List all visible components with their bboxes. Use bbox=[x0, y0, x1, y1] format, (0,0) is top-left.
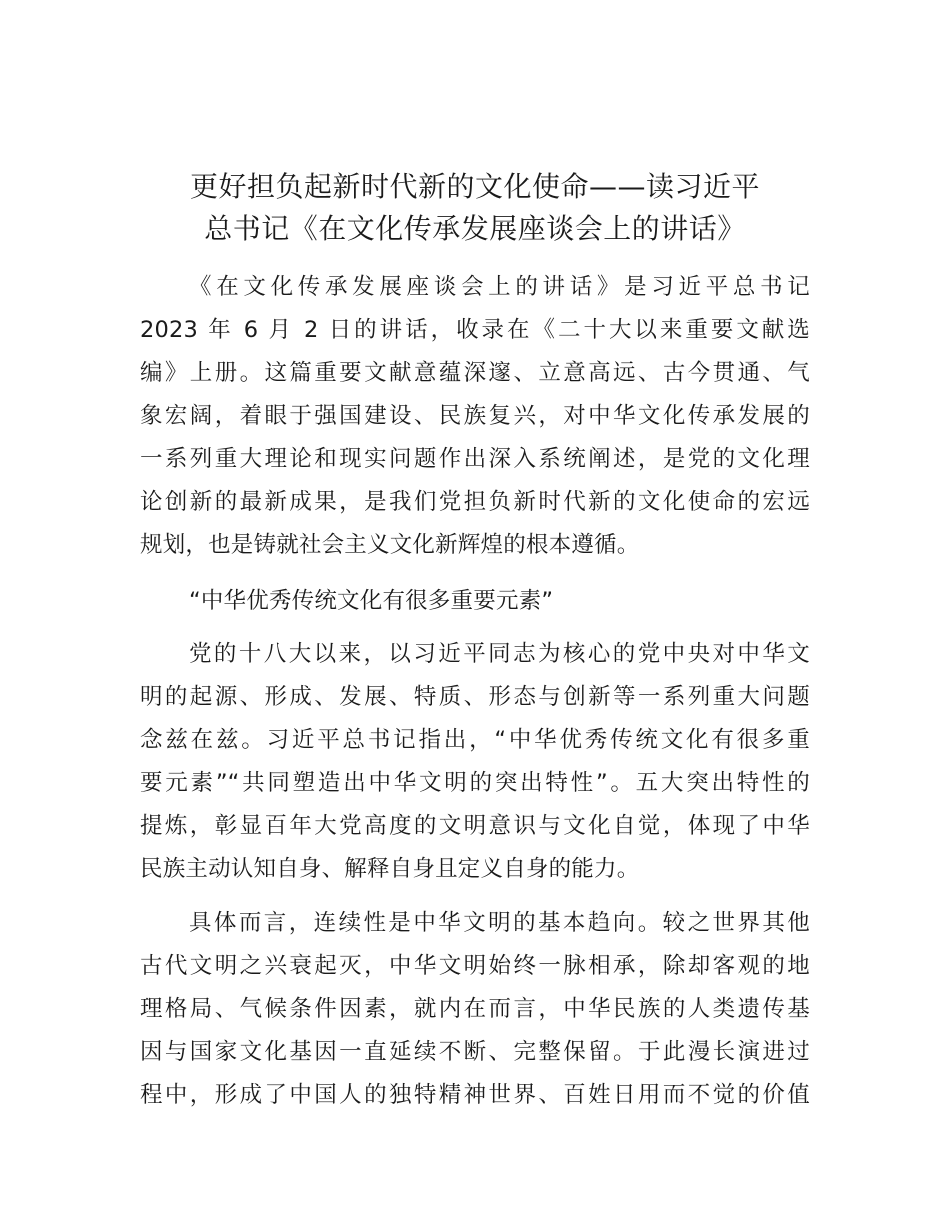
section-subheading: “中华优秀传统文化有很多重要元素” bbox=[189, 588, 554, 614]
paragraph-3-line: 提炼，彰显百年大党高度的文明意识与文化自觉，体现了中华 bbox=[140, 813, 810, 839]
paragraph-3-line: 民族主动认知自身、解释自身且定义自身的能力。 bbox=[140, 856, 640, 882]
paragraph-3-line: 明的起源、形成、发展、特质、形态与创新等一系列重大问题 bbox=[140, 684, 810, 710]
paragraph-1-line: 论创新的最新成果，是我们党担负新时代新的文化使命的宏远 bbox=[140, 489, 810, 515]
title-line: 更好担负起新时代新的文化使命——读习近平 bbox=[189, 170, 760, 203]
paragraph-4-line: 古代文明之兴衰起灭，中华文明始终一脉相承，除却客观的地 bbox=[140, 953, 810, 979]
paragraph-1-line: 一系列重大理论和现实问题作出深入系统阐述，是党的文化理 bbox=[140, 446, 810, 472]
title-line: 总书记《在文化传承发展座谈会上的讲话》 bbox=[204, 212, 746, 245]
paragraph-1-line: 象宏阔，着眼于强国建设、民族复兴，对中华文化传承发展的 bbox=[140, 403, 810, 429]
paragraph-1-line: 规划，也是铸就社会主义文化新辉煌的根本遵循。 bbox=[140, 532, 640, 558]
paragraph-4-line: 因与国家文化基因一直延续不断、完整保留。于此漫长演进过 bbox=[140, 1039, 810, 1065]
paragraph-3-line: 念兹在兹。习近平总书记指出，“中华优秀传统文化有很多重 bbox=[140, 727, 810, 753]
paragraph-3-line: 要元素”“共同塑造出中华文明的突出特性”。五大突出特性的 bbox=[140, 770, 810, 796]
paragraph-1-line: 编》上册。这篇重要文献意蕴深邃、立意高远、古今贯通、气 bbox=[140, 360, 810, 386]
paragraph-4-line: 理格局、气候条件因素，就内在而言，中华民族的人类遗传基 bbox=[140, 996, 810, 1022]
document-title bbox=[140, 166, 810, 250]
paragraph-1-line: 《在文化传承发展座谈会上的讲话》是习近平总书记 bbox=[189, 274, 810, 300]
paragraph-4-line: 程中，形成了中国人的独特精神世界、百姓日用而不觉的价值 bbox=[140, 1082, 810, 1108]
paragraph-1-line: 2023 年 6 月 2 日的讲话，收录在《二十大以来重要文献选 bbox=[140, 317, 810, 343]
paragraph-3-line: 党的十八大以来，以习近平同志为核心的党中央对中华文 bbox=[189, 641, 810, 667]
paragraph-4-line: 具体而言，连续性是中华文明的基本趋向。较之世界其他 bbox=[189, 910, 810, 936]
